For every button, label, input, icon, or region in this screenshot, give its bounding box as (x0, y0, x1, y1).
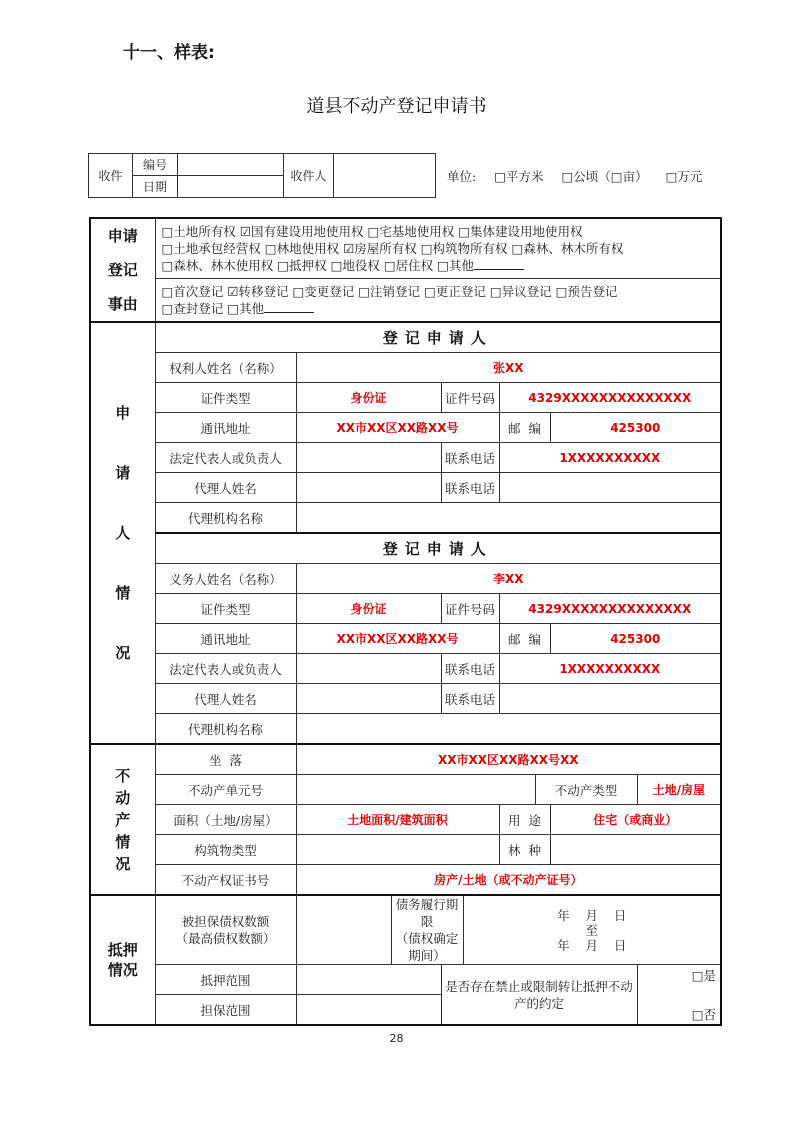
guarantee-scope-label: 担保范围 (155, 995, 296, 1026)
label-line: （最高债权数额） (175, 931, 276, 946)
rights-line-1[interactable]: □土地所有权 ☑国有建设用地使用权 □宅基地使用权 □集体建设用地使用权 (161, 223, 583, 239)
location-label: 坐 落 (155, 744, 296, 775)
id-type-label: 证件类型 (155, 594, 296, 624)
guarantee-scope-field[interactable] (296, 995, 441, 1026)
mortgage-side-label (90, 895, 155, 1025)
side-char: 人 (115, 524, 131, 542)
area-field[interactable]: 土地面积/建筑面积 (296, 805, 499, 835)
right-holder-agent-name-field[interactable] (296, 473, 441, 503)
term-start[interactable]: 年 月 日 (557, 907, 627, 923)
agency-name-label: 代理机构名称 (155, 503, 296, 534)
phone-label: 联系电话 (441, 473, 499, 503)
postcode-label: 邮 编 (499, 413, 550, 443)
label-line: （债权确定期间） (395, 931, 459, 963)
rights-line-3[interactable] (162, 257, 715, 274)
id-type-label: 证件类型 (155, 383, 296, 413)
page-number: 28 (389, 1032, 404, 1045)
phone-label: 联系电话 (441, 654, 499, 684)
unit-option-10k-yuan[interactable]: □万元 (665, 169, 703, 184)
receipt-date-field[interactable] (178, 176, 284, 198)
property-type-field[interactable]: 土地/房屋 (637, 775, 721, 805)
unit-no-field[interactable] (296, 775, 535, 805)
right-holder-legal-rep-field[interactable] (296, 443, 441, 473)
right-holder-name-field[interactable]: 张XX (296, 353, 721, 383)
right-holder-id-type-field[interactable]: 身份证 (296, 383, 441, 413)
restriction-label (441, 965, 637, 1026)
receipt-number-label: 编号 (133, 154, 178, 176)
obligor-id-type-field[interactable]: 身份证 (296, 594, 441, 624)
agency-name-label: 代理机构名称 (155, 714, 296, 745)
tree-species-field[interactable] (550, 835, 721, 865)
side-char: 况 (115, 644, 131, 662)
secured-amount-label (155, 895, 296, 965)
receipt-label: 收件 (89, 154, 133, 198)
rights-line-3-text[interactable]: □森林、林木使用权 □抵押权 □地役权 □居住权 □其他 (161, 257, 474, 273)
side-line: 抵押 (107, 941, 138, 959)
side-char: 情 (115, 584, 131, 602)
obligor-agent-phone-field[interactable] (499, 684, 721, 714)
structure-type-label: 构筑物类型 (155, 835, 296, 865)
location-field[interactable]: XX市XX区XX路XX号XX (296, 744, 721, 775)
mortgage-scope-field[interactable] (296, 965, 441, 995)
label-line: 是否存在禁止或限制转让抵押不动 (445, 978, 633, 994)
right-holder-legal-rep-phone-field[interactable]: 1XXXXXXXXXX (499, 443, 721, 473)
unit-label: 单位: (447, 169, 477, 184)
tree-species-label: 林 种 (499, 835, 550, 865)
address-label: 通讯地址 (155, 413, 296, 443)
cert-no-label: 不动产权证书号 (155, 865, 296, 896)
area-label: 面积（土地/房屋） (155, 805, 296, 835)
type-line-1[interactable]: □首次登记 ☑转移登记 □变更登记 □注销登记 □更正登记 □异议登记 □预告登记 (161, 283, 618, 299)
registration-type-options[interactable] (155, 278, 721, 322)
rights-line-2[interactable]: □土地承包经营权 □林地使用权 ☑房屋所有权 □构筑物所有权 □森林、林木所有权 (161, 240, 624, 256)
id-number-label: 证件号码 (441, 383, 499, 413)
obligor-agent-name-field[interactable] (296, 684, 441, 714)
unit-option-hectare[interactable]: □公顷（□亩） (561, 169, 648, 184)
label-line: 产的约定 (513, 995, 564, 1011)
spacer (638, 984, 717, 1006)
side-char: 动 (115, 788, 131, 807)
side-label-line: 申请 (107, 227, 138, 245)
obligor-name-label: 义务人姓名（名称） (155, 564, 296, 594)
applicant-header: 登记申请人 (155, 533, 721, 564)
section-title: 十一、样表: (123, 43, 215, 63)
receipt-date-label: 日期 (133, 176, 178, 198)
id-number-label: 证件号码 (441, 594, 499, 624)
obligor-legal-rep-phone-field[interactable]: 1XXXXXXXXXX (499, 654, 721, 684)
obligor-address-field[interactable]: XX市XX区XX路XX号 (296, 624, 499, 654)
term-end[interactable]: 年 月 日 (557, 937, 627, 953)
term-label (391, 895, 463, 965)
side-char: 不 (115, 766, 131, 785)
applicant-side-label (90, 322, 155, 744)
side-char: 况 (115, 854, 131, 873)
property-type-label: 不动产类型 (535, 775, 637, 805)
application-form (89, 217, 722, 1026)
right-holder-agent-phone-field[interactable] (499, 473, 721, 503)
agent-name-label: 代理人姓名 (155, 473, 296, 503)
rights-type-options[interactable] (155, 218, 721, 278)
side-label-line: 事由 (107, 295, 138, 313)
phone-label: 联系电话 (441, 443, 499, 473)
legal-rep-label: 法定代表人或负责人 (155, 443, 296, 473)
term-field[interactable] (463, 895, 721, 965)
other-blank[interactable] (474, 257, 524, 270)
side-line: 情况 (107, 961, 138, 979)
use-field[interactable]: 住宅（或商业） (550, 805, 721, 835)
side-char: 申 (115, 404, 131, 422)
reason-side-label (90, 218, 155, 322)
right-holder-postcode-field[interactable]: 425300 (550, 413, 721, 443)
receiver-field[interactable] (334, 154, 436, 198)
obligor-postcode-field[interactable]: 425300 (550, 624, 721, 654)
receipt-table (88, 153, 436, 198)
right-holder-agency-name-field[interactable] (296, 503, 721, 534)
document-title: 道县不动产登记申请书 (306, 96, 487, 117)
agent-name-label: 代理人姓名 (155, 684, 296, 714)
obligor-name-field[interactable]: 李XX (296, 564, 721, 594)
label-line: 债务履行期限 (395, 897, 459, 929)
obligor-legal-rep-field[interactable] (296, 654, 441, 684)
type-line-2-text[interactable]: □查封登记 □其他 (161, 300, 265, 316)
secured-amount-field[interactable] (296, 895, 391, 965)
address-label: 通讯地址 (155, 624, 296, 654)
side-char: 请 (115, 464, 131, 482)
right-holder-name-label: 权利人姓名（名称） (155, 353, 296, 383)
applicant-header: 登记申请人 (155, 322, 721, 353)
mortgage-scope-label: 抵押范围 (155, 965, 296, 995)
type-line-2[interactable] (162, 300, 715, 317)
receiver-label: 收件人 (284, 154, 334, 198)
label-line: 被担保债权数额 (181, 914, 270, 929)
phone-label: 联系电话 (441, 684, 499, 714)
postcode-label: 邮 编 (499, 624, 550, 654)
restriction-no-checkbox[interactable]: □否 (691, 1007, 717, 1022)
side-label-line: 登记 (107, 261, 138, 279)
use-label: 用 途 (499, 805, 550, 835)
term-to: 至 (585, 922, 599, 938)
unit-no-label: 不动产单元号 (155, 775, 296, 805)
receipt-number-field[interactable] (178, 154, 284, 176)
side-char: 情 (115, 832, 131, 851)
right-holder-id-number-field[interactable]: 4329XXXXXXXXXXXXXX (499, 383, 721, 413)
unit-option-sqm[interactable]: □平方米 (494, 169, 544, 184)
restriction-yes-checkbox[interactable]: □是 (691, 968, 717, 983)
restriction-options[interactable] (637, 965, 721, 1026)
obligor-id-number-field[interactable]: 4329XXXXXXXXXXXXXX (499, 594, 721, 624)
obligor-agency-name-field[interactable] (296, 714, 721, 745)
structure-type-field[interactable] (296, 835, 499, 865)
right-holder-address-field[interactable]: XX市XX区XX路XX号 (296, 413, 499, 443)
side-char: 产 (115, 810, 131, 829)
property-side-label (90, 744, 155, 895)
unit-selector (447, 167, 716, 185)
other-type-blank[interactable] (264, 300, 314, 313)
cert-no-field[interactable]: 房产/土地（或不动产证号） (296, 865, 721, 896)
legal-rep-label: 法定代表人或负责人 (155, 654, 296, 684)
